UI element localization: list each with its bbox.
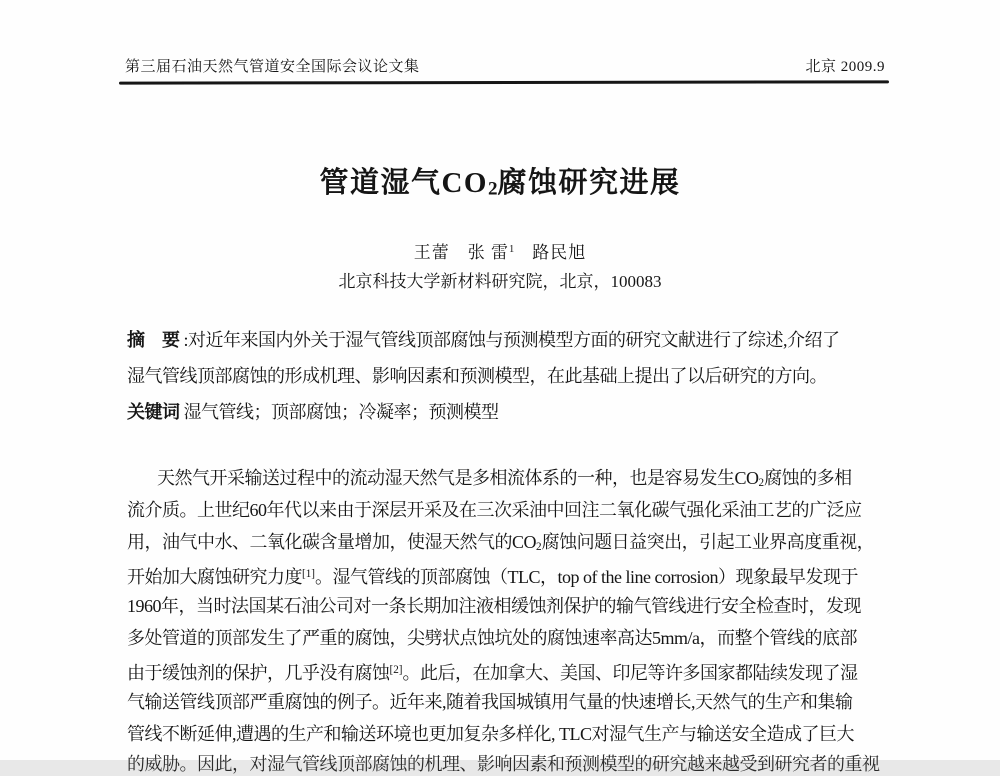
body-paragraph [127,462,889,750]
body-text-line: 天然气开采输送过程中的流动湿天然气是多相流体系的一种，也是容易发生$CO_2$腐蚀的多相 [157,468,852,490]
keywords-label: 关键词 [127,402,180,422]
body-text-line: 流介质。上世纪60年代以来由于深层开采及在三次采油中回注二氧化碳气强化采油工艺的广泛应 [127,500,862,520]
abstract-line-1 [127,322,887,358]
abstract-line-2: 湿气管线顶部腐蚀的形成机理、影响因素和预测模型，在此基础上提出了以后研究的方向。 [127,366,827,386]
header-rule [119,80,889,84]
page-header [125,55,885,76]
body-text-line: 由于缓蚀剂的保护，几乎没有腐蚀[2]。此后，在加拿大、美国、印尼等许多国家都陆续发现了湿 [127,663,858,684]
keywords-text: 湿气管线；顶部腐蚀；冷凝率；预测模型 [179,402,499,422]
abstract-label: 摘 要 [127,330,180,350]
body-text-line: 1960年，当时法国某石油公司对一条长期加注液相缓蚀剂保护的输气管线进行安全检查时，发现 [127,596,861,616]
paper-title: 管道湿气$CO_2$腐蚀研究进展 [319,167,681,200]
authors-line: 王蕾 张 雷$^1$ 路民旭 [413,243,587,262]
clipped-bottom-text-line: 的威胁。因此，对湿气管线顶部腐蚀的机理、影响因素和预测模型的研究越来越受到研究者的重视 [127,754,880,774]
proceedings-title: 第三届石油天然气管道安全国际会议论文集 [125,59,420,75]
keywords-line [127,394,887,430]
body-text-line: 气输送管线顶部严重腐蚀的例子。近年来,随着我国城镇用气量的快速增长,天然气的生产和集输 [127,692,853,712]
body-text-line: 开始加大腐蚀研究力度[1]。湿气管线的顶部腐蚀（TLC，top of the line corrosion）现象最早发现于 [127,567,858,588]
abstract-block [127,322,887,430]
body-text-line: 用，油气中水、二氧化碳含量增加，使湿天然气的$CO_2$腐蚀问题日益突出，引起工业界高度重视， [127,532,875,554]
header-location-date: 北京 2009.9 [805,59,885,75]
body-text-line: 管线不断延伸,遭遇的生产和输送环境也更加复杂多样化, TLC对湿气生产与输送安全造成了巨大 [127,724,854,744]
abstract-text-1: :对近年来国内外关于湿气管线顶部腐蚀与预测模型方面的研究文献进行了综述,介绍了 [179,330,840,350]
body-text-line: 多处管道的顶部发生了严重的腐蚀，尖劈状点蚀坑处的腐蚀速率高达5mm/a，而整个管线的底部 [127,628,857,648]
affiliation-line: 北京科技大学新材料研究院，北京，100083 [338,272,662,291]
